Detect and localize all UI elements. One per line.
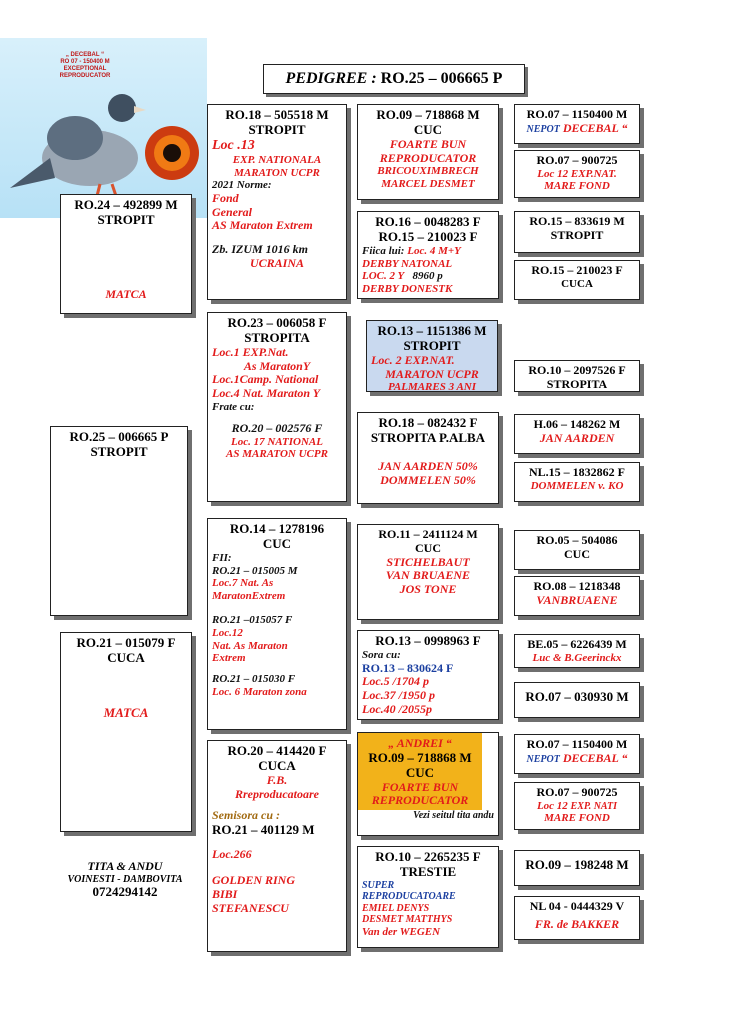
gp4-line: F.B. bbox=[266, 772, 288, 787]
gp2-line: Loc.4 Nat. Maraton Y bbox=[212, 386, 321, 401]
gp3-line: Loc. 6 Maraton zona bbox=[212, 685, 307, 698]
gp4-line: GOLDEN RING bbox=[212, 873, 296, 887]
ggp-box-1 bbox=[357, 104, 499, 200]
g4-note: VANBRUAENE bbox=[536, 592, 618, 607]
gp2-color: STROPITA bbox=[244, 329, 310, 345]
breeder-name: TITA & ANDU bbox=[87, 859, 163, 873]
g4-note: FR. de BAKKER bbox=[534, 916, 620, 931]
g4-box-5 bbox=[514, 360, 640, 392]
gp3-line: Loc.7 Nat. As bbox=[212, 577, 274, 590]
ggp2-ring2: RO.15 – 210023 F bbox=[378, 228, 478, 244]
ggp4-line: JAN AARDEN 50% bbox=[378, 458, 478, 473]
ggp5-ring: RO.11 – 2411124 M bbox=[378, 527, 478, 541]
ggp7-ring: RO.09 – 718868 M bbox=[368, 749, 472, 765]
gp1-ring: RO.18 – 505518 M bbox=[225, 107, 329, 122]
gp2-ring: RO.23 – 006058 F bbox=[227, 315, 327, 330]
g4-box-11 bbox=[514, 682, 640, 718]
ggp1-color: CUC bbox=[413, 121, 443, 137]
g4-pre: NEPOT bbox=[526, 753, 560, 765]
ggp2-line: Loc. 4 M+Y bbox=[407, 244, 461, 257]
gp4-line: Semisora cu : bbox=[212, 808, 281, 823]
gp2-line: Loc. 17 NATIONAL bbox=[231, 435, 323, 448]
g4-note: Luc & B.Geerinckx bbox=[532, 651, 622, 664]
g4-note: EXP. NATI bbox=[570, 800, 618, 812]
title-prefix: PEDIGREE : bbox=[285, 70, 377, 87]
ggp8-ring: RO.10 – 2265235 F bbox=[375, 849, 481, 864]
g4-ring: RO.07 – 030930 M bbox=[525, 689, 629, 704]
gp4-ring: RO.20 – 414420 F bbox=[227, 743, 327, 758]
g4-ring: RO.09 – 198248 M bbox=[525, 857, 629, 872]
g4-box-1 bbox=[514, 104, 640, 144]
ggp3-line: MARATON UCPR bbox=[385, 366, 479, 381]
gp2-line: RO.20 – 002576 F bbox=[231, 420, 323, 435]
breeder-phone: 0724294142 bbox=[92, 884, 158, 900]
ggp8-line: SUPER bbox=[362, 879, 395, 891]
g4-color: CUC bbox=[564, 546, 590, 561]
dam-ring: RO.21 – 015079 F bbox=[76, 635, 176, 650]
sire-color: STROPIT bbox=[97, 211, 155, 227]
ggp5-color: CUC bbox=[415, 540, 441, 555]
gp2-line: AS MARATON UCPR bbox=[226, 448, 328, 461]
ggp8-line: Van der WEGEN bbox=[362, 925, 441, 938]
g4-box-15 bbox=[514, 896, 640, 940]
g4-ring: RO.15 – 833619 M bbox=[529, 214, 625, 228]
g4-note: DECEBAL “ bbox=[562, 120, 628, 135]
gp3-line: FII: bbox=[212, 551, 232, 564]
g4-box-12 bbox=[514, 734, 640, 774]
gp3-line: RO.21 – 015030 F bbox=[212, 673, 296, 685]
g4-note: JAN AARDEN bbox=[539, 430, 615, 445]
sire-ring: RO.24 – 492899 M bbox=[74, 197, 178, 212]
dam-note: MATCA bbox=[103, 704, 149, 720]
ggp-box-7 bbox=[357, 732, 499, 836]
g4-box-9 bbox=[514, 576, 640, 616]
gp2-line: As MaratonY bbox=[243, 358, 311, 373]
g4-ring: NL.15 – 1832862 F bbox=[529, 465, 625, 479]
gp4-line: STEFANESCU bbox=[212, 900, 289, 915]
sire-note: MATCA bbox=[105, 286, 147, 301]
ggp-box-2 bbox=[357, 211, 499, 299]
gp3-line: MaratonExtrem bbox=[212, 589, 286, 602]
ggp4-color: STROPITA P.ALBA bbox=[370, 429, 486, 445]
ggp8-line: DESMET MATTHYS bbox=[362, 914, 453, 926]
breeder-location: VOINESTI - DAMBOVITA bbox=[67, 873, 183, 885]
gp3-ring: RO.14 – 1278196 bbox=[229, 521, 325, 536]
gp3-line: Nat. As Maraton bbox=[212, 639, 288, 652]
g4-box-10 bbox=[514, 634, 640, 668]
g4-pre: NEPOT bbox=[526, 123, 560, 135]
ggp5-line: JOS TONE bbox=[399, 582, 457, 597]
ggp7-line: REPRODUCATOR bbox=[371, 793, 469, 808]
page-title bbox=[263, 64, 525, 94]
ggp-box-3 bbox=[366, 320, 498, 392]
dam-box bbox=[60, 632, 192, 832]
ggp6-ring: RO.13 – 0998963 F bbox=[375, 633, 481, 648]
gp2-line: Loc.1 EXP.Nat. bbox=[212, 344, 289, 359]
ggp4-line: DOMMELEN 50% bbox=[380, 472, 476, 487]
g4-box-14 bbox=[514, 850, 640, 886]
grandparent-box-4 bbox=[207, 740, 347, 952]
gp3-line: Extrem bbox=[212, 652, 246, 665]
gp1-line: MARATON UCPR bbox=[234, 166, 320, 179]
ggp1-line: REPRODUCATOR bbox=[379, 150, 477, 165]
ggp2-line: Fiica lui: bbox=[362, 244, 405, 257]
gp1-line: AS Maraton Extrem bbox=[212, 218, 313, 233]
g4-box-8 bbox=[514, 530, 640, 570]
ggp6-line: RO.13 – 830624 F bbox=[362, 660, 454, 675]
ggp3-line: Loc. 2 EXP.NAT. bbox=[371, 352, 455, 367]
ggp1-ring: RO.09 – 718868 M bbox=[376, 107, 480, 122]
ggp7-color: CUC bbox=[405, 764, 435, 780]
ggp6-line: Loc.37 /1950 p bbox=[362, 688, 435, 703]
ggp1-line: BRICOUXIMBRECH bbox=[377, 165, 479, 178]
ggp8-line: EMIEL DENYS bbox=[362, 902, 430, 914]
gp4-line: BIBI bbox=[212, 886, 238, 901]
ggp2-line: 8960 p bbox=[412, 270, 443, 283]
ggp7-note: Vezi seitul tita andu bbox=[413, 810, 494, 822]
gp3-color: CUC bbox=[262, 535, 292, 551]
logo-name: „ DECEBAL “ bbox=[65, 52, 105, 58]
grandparent-box-3 bbox=[207, 518, 347, 730]
ggp3-ring: RO.13 – 1151386 M bbox=[377, 323, 487, 338]
ggp2-line: DERBY DONESTK bbox=[362, 282, 453, 295]
gp3-line: RO.21 – 015005 M bbox=[212, 564, 298, 577]
ggp4-ring: RO.18 – 082432 F bbox=[378, 415, 478, 430]
ggp8-color: TRESTIE bbox=[399, 863, 457, 879]
logo-ring: RO 07 - 150400 M bbox=[60, 58, 110, 65]
gp1-line: EXP. NATIONALA bbox=[232, 153, 322, 166]
g4-ring: NL 04 - 0444329 V bbox=[529, 899, 625, 913]
ggp2-line: LOC. 2 Y bbox=[362, 270, 405, 283]
g4-box-2 bbox=[514, 150, 640, 198]
g4-ring: RO.08 – 1218348 bbox=[533, 579, 621, 593]
ggp6-line: Loc.40 /2055p bbox=[362, 701, 432, 716]
g4-ring: RO.07 – 900725 bbox=[536, 785, 618, 799]
ggp2-ring: RO.16 – 0048283 F bbox=[375, 214, 481, 229]
subject-box bbox=[50, 426, 188, 616]
subject-ring: RO.25 – 006665 P bbox=[69, 429, 169, 444]
g4-color: STROPITA bbox=[546, 376, 608, 391]
g4-ring: H.06 – 148262 M bbox=[533, 417, 621, 431]
ggp5-line: VAN BRUAENE bbox=[385, 568, 471, 583]
g4-color: STROPIT bbox=[550, 227, 604, 242]
ggp-box-4 bbox=[357, 412, 499, 504]
g4-note: DECEBAL “ bbox=[562, 750, 628, 765]
ggp6-line: Loc.5 /1704 p bbox=[362, 674, 429, 689]
ggp1-line: FOARTE BUN bbox=[389, 136, 467, 151]
g4-box-4 bbox=[514, 260, 640, 300]
g4-box-7 bbox=[514, 462, 640, 502]
gp3-line: Loc.12 bbox=[212, 627, 243, 640]
ggp5-line: STICHELBAUT bbox=[386, 554, 470, 569]
gp1-line: Fond bbox=[212, 190, 239, 205]
grandparent-box-1 bbox=[207, 104, 347, 300]
gp4-line: Rreproducatoare bbox=[235, 786, 319, 801]
gp1-line: General bbox=[212, 204, 252, 219]
g4-ring: RO.05 – 504086 bbox=[536, 533, 618, 547]
gp1-color: STROPIT bbox=[248, 121, 306, 137]
gp1-loc: Loc .13 bbox=[212, 137, 255, 153]
g4-note: MARE FOND bbox=[544, 812, 610, 825]
subject-color: STROPIT bbox=[90, 443, 148, 459]
ggp8-line: REPRODUCATOARE bbox=[362, 891, 456, 903]
g4-ring: RO.07 – 1150400 M bbox=[526, 737, 628, 751]
gp4-line: RO.21 – 401129 M bbox=[212, 822, 315, 838]
ggp1-line: MARCEL DESMET bbox=[381, 178, 475, 191]
g4-color: CUCA bbox=[561, 277, 593, 290]
gp2-line: Loc.1Camp. National bbox=[212, 372, 319, 387]
gp2-line: Frate cu: bbox=[212, 401, 255, 414]
ggp6-line: Sora cu: bbox=[362, 648, 401, 661]
g4-box-13 bbox=[514, 782, 640, 830]
ggp7-line: FOARTE BUN bbox=[381, 779, 459, 794]
g4-note: Loc 12 bbox=[536, 799, 568, 812]
gp4-line: Loc.266 bbox=[212, 847, 252, 862]
g4-note: Loc 12 EXP.NAT. bbox=[537, 167, 617, 180]
g4-box-6 bbox=[514, 414, 640, 454]
logo-tag: EXCEPTIONAL REPRODUCATOR bbox=[59, 65, 111, 79]
ggp7-name: „ ANDREI “ bbox=[388, 736, 452, 750]
breeder-info bbox=[40, 860, 210, 900]
ggp2-line: DERBY NATONAL bbox=[362, 257, 453, 270]
g4-note: DOMMELEN v. KO bbox=[530, 479, 624, 492]
g4-ring: RO.10 – 2097526 F bbox=[528, 363, 626, 377]
ggp3-color: STROPIT bbox=[403, 337, 461, 353]
title-ring: RO.25 – 006665 P bbox=[380, 70, 503, 87]
gp1-line: UCRAINA bbox=[249, 256, 305, 271]
ggp3-line: PALMARES 3 ANI bbox=[387, 381, 477, 392]
sire-box bbox=[60, 194, 192, 314]
ggp-box-8 bbox=[357, 846, 499, 948]
ggp-box-5 bbox=[357, 524, 499, 620]
g4-note: MARE FOND bbox=[544, 180, 610, 193]
gp4-color: CUCA bbox=[258, 757, 296, 773]
g4-ring: BE.05 – 6226439 M bbox=[527, 637, 627, 651]
gp1-line: Zb. IZUM 1016 km bbox=[212, 242, 308, 257]
gp1-line: 2021 Norme: bbox=[212, 179, 272, 192]
dam-color: CUCA bbox=[107, 649, 145, 665]
ggp-box-6 bbox=[357, 630, 499, 720]
g4-ring: RO.15 – 210023 F bbox=[531, 263, 623, 277]
gp3-line: RO.21 –015057 F bbox=[212, 614, 293, 627]
g4-ring: RO.07 – 900725 bbox=[536, 153, 618, 167]
g4-ring: RO.07 – 1150400 M bbox=[526, 107, 628, 121]
grandparent-box-2 bbox=[207, 312, 347, 502]
pigeon-logo bbox=[0, 38, 207, 218]
g4-box-3 bbox=[514, 211, 640, 253]
